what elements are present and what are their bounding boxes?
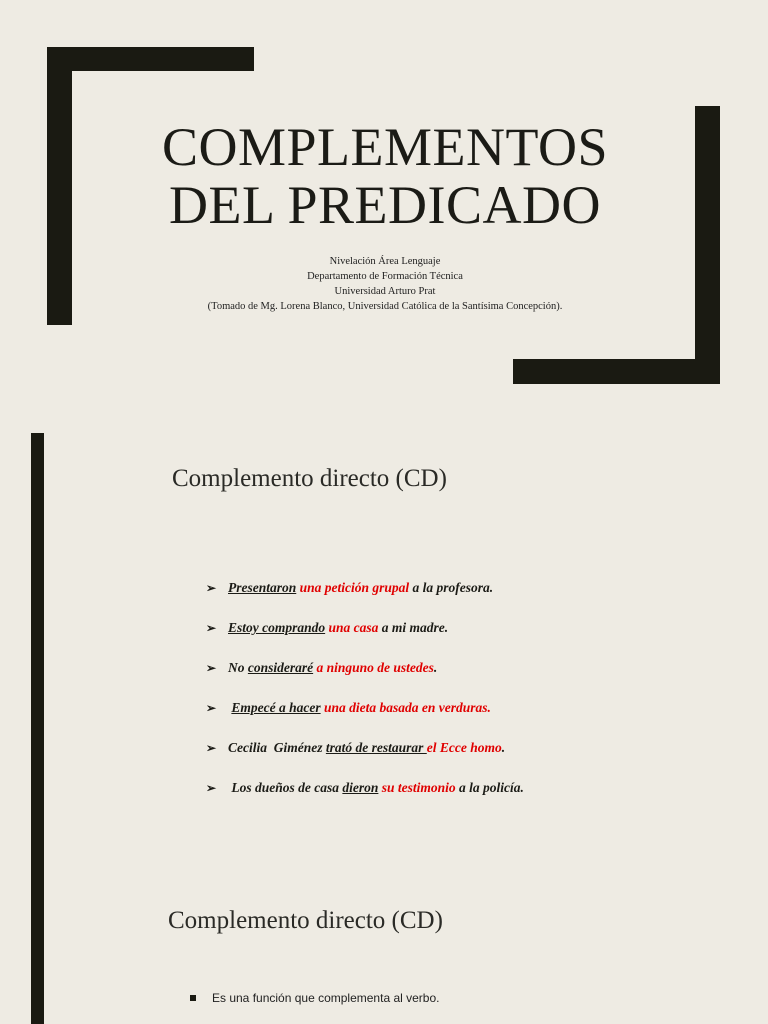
frame-bottom-right-vertical	[695, 106, 720, 384]
sentence-text: Cecilia Giménez	[228, 740, 326, 755]
slide-heading: Complemento directo (CD)	[172, 465, 447, 492]
example-sentence	[206, 579, 746, 619]
title-line-1: COMPLEMENTOS	[161, 117, 609, 177]
verb-phrase: trató de restaurar	[325, 740, 427, 755]
direct-object: a ninguno de ustedes	[316, 660, 434, 675]
verb-phrase: Empecé a hacer	[231, 700, 321, 715]
sentence-text: .	[501, 740, 506, 755]
square-bullet-icon	[190, 995, 196, 1001]
frame-top-left-horizontal	[47, 47, 254, 71]
title-slide	[0, 0, 768, 416]
verb-phrase: Estoy comprando	[228, 620, 326, 635]
example-sentence	[206, 659, 746, 699]
arrow-bullet-icon: ➢	[206, 741, 217, 755]
arrow-bullet-icon: ➢	[206, 661, 217, 675]
sentence-text: No	[228, 660, 248, 675]
frame-top-left-vertical	[47, 47, 72, 325]
title-line-2: DEL PREDICADO	[169, 175, 601, 235]
example-sentence	[206, 619, 746, 659]
sentence-text: a la policía.	[455, 780, 524, 795]
subtitle-line: Universidad Arturo Prat	[334, 286, 436, 297]
subtitle-line: (Tomado de Mg. Lorena Blanco, Universidad Católica de la Santísima Concepción).	[207, 301, 563, 312]
example-sentence	[206, 779, 746, 819]
verb-phrase: consideraré	[247, 660, 314, 675]
subtitle-line: Nivelación Área Lenguaje	[329, 256, 441, 267]
slide-heading: Complemento directo (CD)	[168, 907, 443, 934]
definition-slide	[0, 865, 768, 1024]
direct-object: su testimonio	[381, 780, 456, 795]
example-sentence	[206, 739, 746, 779]
slide-accent-bar	[31, 433, 44, 865]
subtitle-block	[130, 254, 640, 314]
arrow-bullet-icon: ➢	[206, 781, 217, 795]
direct-object: una petición grupal	[299, 580, 410, 595]
arrow-bullet-icon: ➢	[206, 701, 217, 715]
arrow-bullet-icon: ➢	[206, 581, 217, 595]
presentation-title	[120, 118, 650, 234]
verb-phrase: dieron	[342, 780, 379, 795]
frame-bottom-right-horizontal	[513, 359, 720, 384]
subtitle-line: Departamento de Formación Técnica	[307, 271, 463, 282]
example-list	[206, 579, 746, 819]
direct-object: una dieta basada en verduras.	[323, 700, 491, 715]
examples-slide	[0, 433, 768, 865]
verb-phrase: Presentaron	[228, 580, 297, 595]
direct-object: el Ecce homo	[426, 740, 502, 755]
definition-item	[190, 991, 439, 1005]
example-sentence	[206, 699, 746, 739]
sentence-text: .	[433, 660, 438, 675]
arrow-bullet-icon: ➢	[206, 621, 217, 635]
sentence-text: a la profesora.	[409, 580, 494, 595]
direct-object: una casa	[328, 620, 379, 635]
slide-accent-bar	[31, 865, 44, 1024]
definition-text: Es una función que complementa al verbo.	[212, 991, 440, 1005]
definition-list	[190, 991, 439, 1005]
sentence-text: a mi madre.	[378, 620, 449, 635]
sentence-text: Los dueños de casa	[228, 780, 343, 795]
